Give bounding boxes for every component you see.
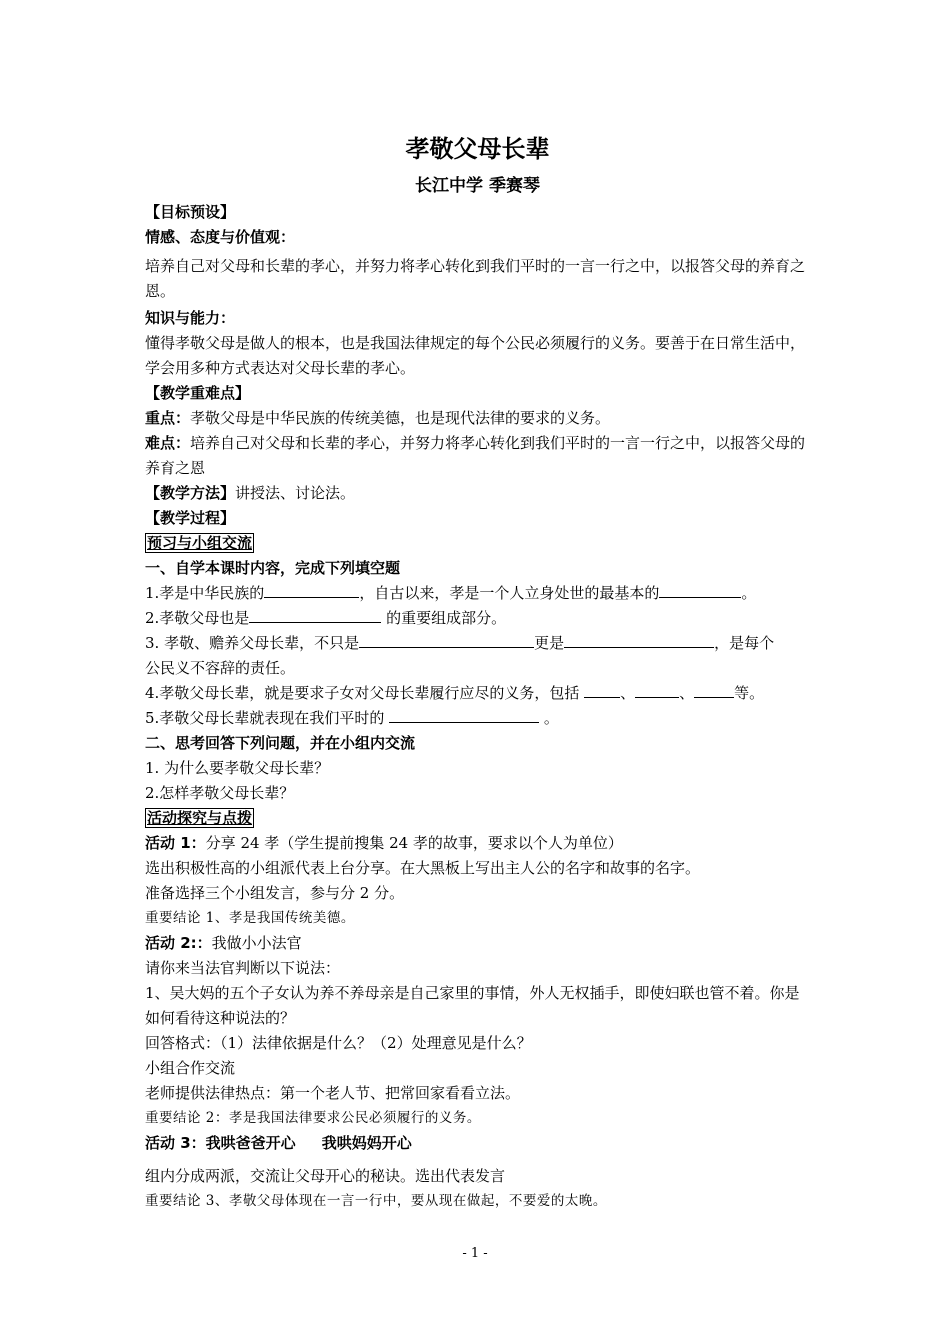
activity-1: [145, 831, 810, 856]
activity-1-paragraph: 准备选择三个小组发言，参与分 2 分。: [145, 884, 405, 902]
answer-blank[interactable]: [584, 681, 620, 698]
answer-blank[interactable]: [359, 631, 534, 648]
boxed-heading-activity: 活动探究与点拨: [147, 809, 253, 827]
fill-question-2: 2.孝敬父母也是 的重要组成部分。: [145, 606, 810, 631]
doc-title: 孝敬父母长辈: [405, 135, 550, 163]
fill-question-3: 3. 孝敬、赡养父母长辈，不只是 更是 ，是每个: [145, 631, 810, 656]
key-point: [145, 406, 810, 431]
activity-2-case: 1、吴大妈的五个子女认为养不养母亲是自己家里的事情，外人无权插手，即使妇联也管不着。你是如何看待这种说法的？: [145, 984, 800, 1027]
answer-blank[interactable]: [249, 606, 381, 623]
page-number: - 1 -: [462, 1246, 488, 1261]
answer-blank[interactable]: [694, 681, 734, 698]
key-point-label: 重点：: [145, 409, 191, 427]
difficult-point-label: 难点：: [145, 434, 191, 452]
answer-blank[interactable]: [564, 631, 714, 648]
activity-2-text: 我做小小法官: [211, 934, 302, 952]
doc-subtitle: 长江中学 季赛琴: [415, 176, 540, 196]
difficult-point: [145, 431, 810, 481]
heading-section-2: 二、思考回答下列问题，并在小组内交流: [145, 734, 416, 752]
teaching-method-label: 【教学方法】: [145, 484, 236, 502]
conclusion-1: 重要结论 1、孝是我国传统美德。: [145, 910, 355, 926]
boxed-heading-preview: 预习与小组交流: [147, 534, 253, 552]
activity-2: [145, 931, 810, 956]
heading-section-1: 一、自学本课时内容，完成下列填空题: [145, 559, 401, 577]
activity-2-paragraph: 小组合作交流: [145, 1059, 236, 1077]
fill-question-5: 5.孝敬父母长辈就表现在我们平时的 。: [145, 706, 810, 731]
answer-blank[interactable]: [264, 581, 359, 598]
activity-1-label: 活动 1：: [145, 834, 206, 852]
activity-2-paragraph: 老师提供法律热点：第一个老人节、把常回家看看立法。: [145, 1084, 521, 1102]
teaching-method: [145, 481, 810, 506]
answer-blank[interactable]: [389, 706, 539, 723]
fill-question-3-continued: 公民义不容辞的责任。: [145, 659, 296, 677]
key-point-text: 孝敬父母是中华民族的传统美德，也是现代法律的要求的义务。: [190, 409, 611, 427]
difficult-point-text: 培养自己对父母和长辈的孝心，并努力将孝心转化到我们平时的一言一行之中，以报答父母的养育之恩: [145, 434, 806, 477]
activity-1-text: 分享 24 孝（学生提前搜集 24 孝的故事，要求以个人为单位）: [205, 834, 623, 852]
paragraph-emotion: 培养自己对父母和长辈的孝心，并努力将孝心转化到我们平时的一言一行之中，以报答父母的养育之恩。: [145, 257, 806, 300]
doc-body: [145, 200, 810, 1214]
discussion-question-1: 1. 为什么要孝敬父母长辈？: [145, 759, 330, 777]
fill-question-1: 1.孝是中华民族的 ，自古以来，孝是一个人立身处世的最基本的 。: [145, 581, 810, 606]
fill-question-4: 4.孝敬父母长辈，就是要求子女对父母长辈履行应尽的义务，包括 、 、 等。: [145, 681, 810, 706]
heading-keypoints: 【教学重难点】: [145, 384, 251, 402]
activity-3-label: 活动 3：我哄爸爸开心 我哄妈妈开心: [145, 1134, 412, 1152]
conclusion-3: 重要结论 3、孝敬父母体现在一言一行中，要从现在做起，不要爱的太晚。: [145, 1193, 607, 1209]
activity-1-paragraph: 选出积极性高的小组派代表上台分享。在大黑板上写出主人公的名字和故事的名字。: [145, 859, 701, 877]
heading-goal: 【目标预设】: [145, 203, 236, 221]
teaching-method-text: 讲授法、讨论法。: [235, 484, 356, 502]
heading-knowledge: 知识与能力：: [145, 309, 236, 327]
activity-2-paragraph: 回答格式：（1）法律依据是什么？（2）处理意见是什么？: [145, 1034, 532, 1052]
paragraph-knowledge: 懂得孝敬父母是做人的根本，也是我国法律规定的每个公民必须履行的义务。要善于在日常生活中，学会用多种方式表达对父母长辈的孝心。: [145, 334, 806, 377]
discussion-question-2: 2.怎样孝敬父母长辈？: [145, 784, 295, 802]
activity-2-label: 活动 2:：: [145, 934, 212, 952]
activity-3-paragraph: 组内分成两派，交流让父母开心的秘诀。选出代表发言: [145, 1167, 506, 1185]
conclusion-2: 重要结论 2：孝是我国法律要求公民必须履行的义务。: [145, 1110, 481, 1126]
activity-2-paragraph: 请你来当法官判断以下说法：: [145, 959, 341, 977]
heading-emotion: 情感、态度与价值观：: [145, 228, 296, 246]
heading-process: 【教学过程】: [145, 509, 236, 527]
answer-blank[interactable]: [659, 581, 741, 598]
answer-blank[interactable]: [635, 681, 679, 698]
